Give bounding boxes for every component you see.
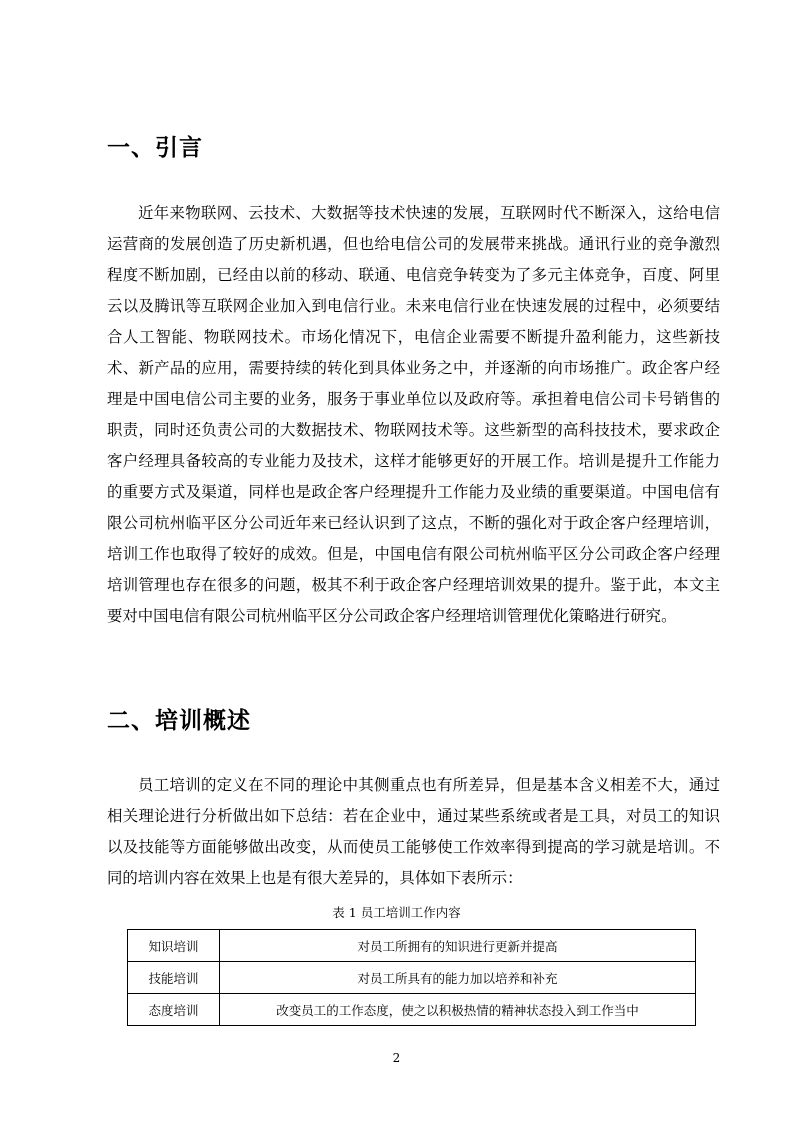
page-number: 2	[392, 1051, 401, 1065]
table-cell-training-type: 技能培训	[128, 962, 220, 994]
introduction-paragraph: 近年来物联网、云技术、大数据等技术快速的发展，互联网时代不断深入，这给电信运营商的发展创造了历史新机遇，但也给电信公司的发展带来挑战。通讯行业的竞争激烈程度不断加剧，已经由以前的移动、联通、电信竞争转变为了多元主体竞争，百度、阿里云以及腾讯等互联网企业加入到电信行业。未来电信行业在快速发展的过程中，必须要结合人工智能、物联网技术。市场化情况下，电信企业需要不断提升盈利能力，这些新技术、新产品的应用，需要持续的转化到具体业务之中，并逐渐的向市场推广。政企客户经理是中国电信公司主要的业务，服务于事业单位以及政府等。承担着电信公司卡号销售的职责，同时还负责公司的大数据技术、物联网技术等。这些新型的高科技技术，要求政企客户经理具备较高的专业能力及技术，这样才能够更好的开展工作。培训是提升工作能力的重要方式及渠道，同样也是政企客户经理提升工作能力及业绩的重要渠道。中国电信有限公司杭州临平区分公司近年来已经认识到了这点，不断的强化对于政企客户经理培训，培训工作也取得了较好的成效。但是，中国电信有限公司杭州临平区分公司政企客户经理培训管理也存在很多的问题，极其不利于政企客户经理培训效果的提升。鉴于此，本文主要对中国电信有限公司杭州临平区分公司政企客户经理培训管理优化策略进行研究。	[107, 204, 720, 625]
table-cell-training-type: 态度培训	[128, 994, 220, 1026]
training-content-table	[127, 929, 696, 1026]
table-cell-training-type: 知识培训	[128, 930, 220, 962]
table-row	[128, 930, 696, 962]
table-caption: 表 1 员工培训工作内容	[332, 905, 461, 920]
training-overview-paragraph: 员工培训的定义在不同的理论中其侧重点也有所差异，但是基本含义相差不大，通过相关理论进行分析做出如下总结：若在企业中，通过某些系统或者是工具，对员工的知识以及技能等方面能够做出改变，从而使员工能够使工作效率得到提高的学习就是培训。不同的培训内容在效果上也是有很大差异的，具体如下表所示：	[107, 776, 720, 887]
section-heading-introduction: 一、引言	[107, 135, 203, 161]
table-cell-training-content: 对员工所拥有的知识进行更新并提高	[220, 930, 696, 962]
table-row	[128, 962, 696, 994]
table-cell-training-content: 改变员工的工作态度，使之以积极热情的精神状态投入到工作当中	[220, 994, 696, 1026]
table-cell-training-content: 对员工所具有的能力加以培养和补充	[220, 962, 696, 994]
table-row	[128, 994, 696, 1026]
section-heading-training-overview: 二、培训概述	[107, 708, 251, 734]
